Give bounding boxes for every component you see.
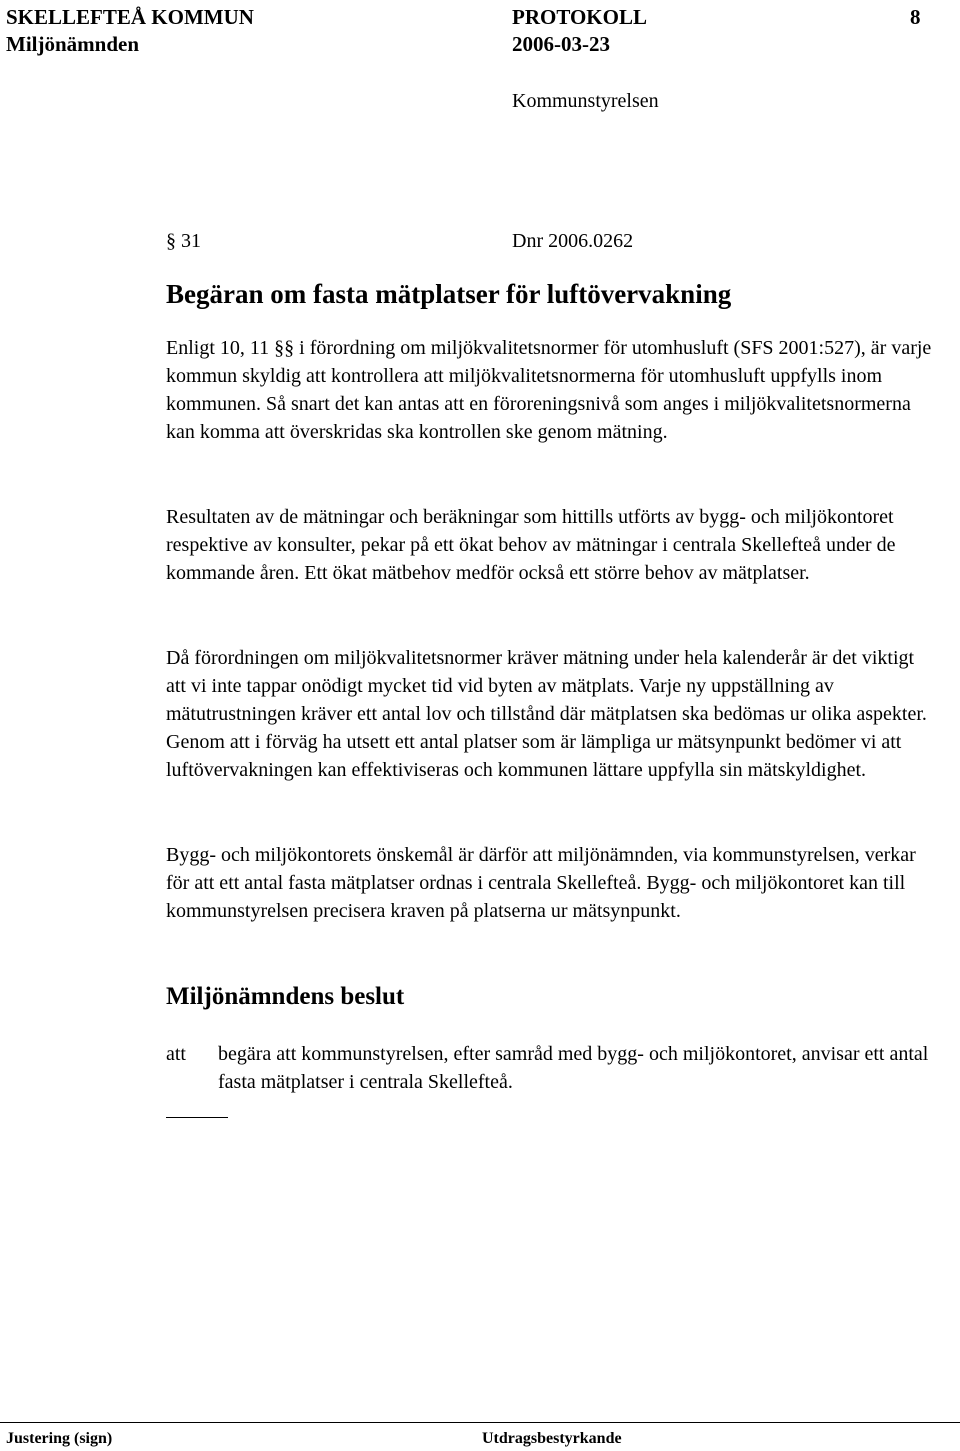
end-rule [166,1117,228,1118]
org-name: SKELLEFTEÅ KOMMUN [6,5,254,29]
footer-rule [0,1422,960,1423]
paragraph-1: Enligt 10, 11 §§ i förordning om miljökvalitetsnormer för utomhusluft (SFS 2001:527), är varje kommun skyldig att kontrollera att miljökvalitetsnormerna för utomhusluft uppfylls inom kommunen. Så snart det kan antas att en föroreningsnivå som anges i miljökvalitetsnormerna kan komma att överskridas ska kontrollen ske genom mätning. [166,337,932,443]
item-title: Begäran om fasta mätplatser för luftövervakning [166,279,732,309]
paragraph-4: Bygg- och miljökontorets önskemål är därför att miljönämnden, via kommunstyrelsen, verkar för att ett antal fasta mätplatser ordnas i centrala Skellefteå. Bygg- och miljökontoret kan till kommunstyrelsen precisera kraven på platserna ur mätsynpunkt. [166,844,916,922]
footer-signature-label: Justering (sign) [6,1430,113,1447]
section-number: § 31 [166,230,201,252]
paragraph-2: Resultaten av de mätningar och beräkningar som hittills utförts av bygg- och miljökontoret respektive av konsulter, pekar på ett ökat behov av mätningar i centrala Skellefteå under de kommande åren. Ett ökat mätbehov medför också ett större behov av mätplatser. [166,506,896,584]
page-number: 8 [910,5,921,29]
decision-heading: Miljönämndens beslut [166,983,405,1010]
diary-number: Dnr 2006.0262 [512,230,634,252]
footer-extract-label: Utdragsbestyrkande [482,1430,622,1447]
doc-type: PROTOKOLL [512,5,647,29]
recipient: Kommunstyrelsen [512,90,659,112]
decision-text: begära att kommunstyrelsen, efter samråd med bygg- och miljökontoret, anvisar ett antal fasta mätplatser i centrala Skellefteå. [218,1043,929,1093]
meeting-date: 2006-03-23 [512,32,610,56]
decision-label: att [166,1043,186,1065]
committee-name: Miljönämnden [6,32,140,56]
paragraph-3: Då förordningen om miljökvalitetsnormer kräver mätning under hela kalenderår är det viktigt att vi inte tappar onödigt mycket tid vid byten av mätplats. Varje ny uppställning av mätutrustningen kräver ett antal lov och tillstånd där mätplatsen ska bedömas ur olika aspekter. Genom att i förväg ha utsett ett antal platser som är lämpliga ur mätsynpunkt bedömer vi att luftövervakningen kan effektiviseras och kommunen lättare uppfylla sin mätskyldighet. [166,647,927,781]
